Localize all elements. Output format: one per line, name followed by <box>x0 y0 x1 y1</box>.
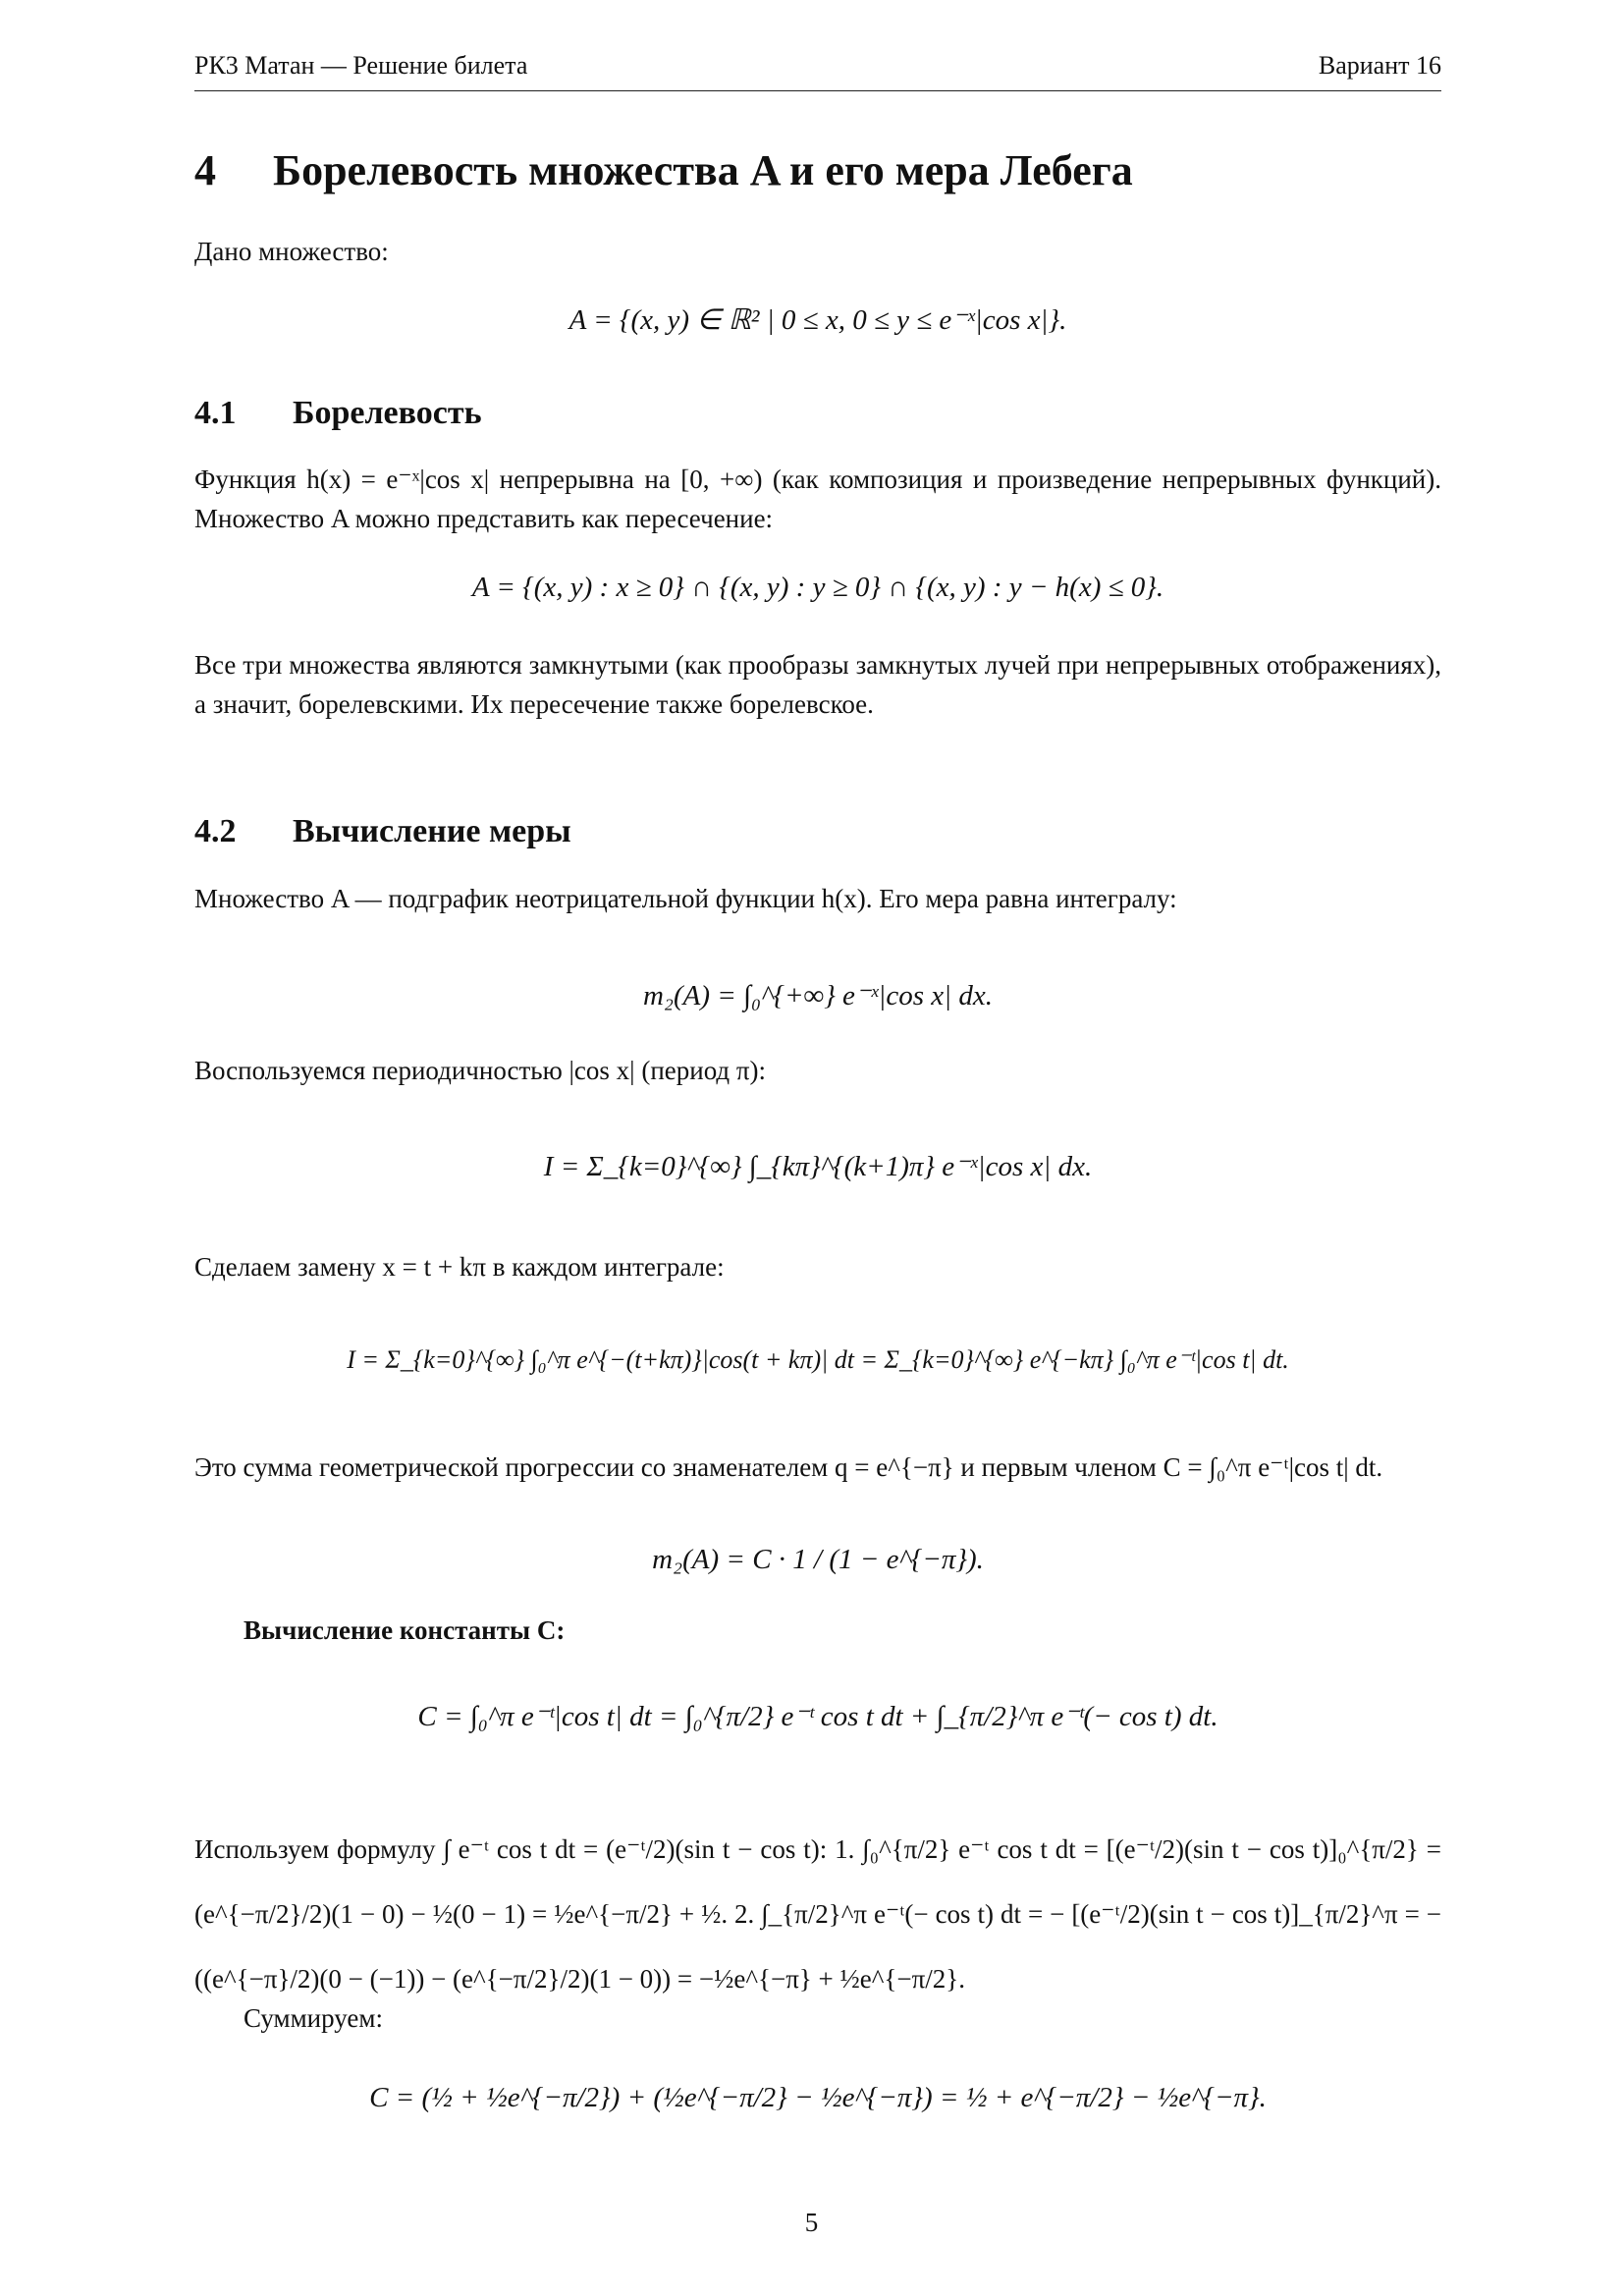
subsection-heading-2 <box>194 813 571 850</box>
formula-constant-split: C = ∫₀^π e⁻ᵗ|cos t| dt = ∫₀^{π/2} e⁻ᵗ cos t dt + ∫_{π/2}^π e⁻ᵗ(− cos t) dt. <box>417 1701 1218 1732</box>
header-rule <box>194 90 1441 91</box>
subsection-number: 4.1 <box>194 395 237 431</box>
subsection-number: 4.2 <box>194 813 237 849</box>
formula-measure-integral: m₂(A) = ∫₀^{+∞} e⁻ˣ|cos x| dx. <box>642 980 994 1011</box>
constant-heading: Вычисление константы C: <box>243 1615 566 1645</box>
page-number: 5 <box>804 2208 819 2237</box>
subsection-heading-1 <box>194 395 482 432</box>
paragraph: Сделаем замену x = t + kπ в каждом интеграле: <box>194 1252 725 1282</box>
paragraph: Множество A — подграфик неотрицательной функции h(x). Его мера равна интегралу: <box>194 884 1177 913</box>
formula-constant-result: C = (½ + ½e^{−π/2}) + (½e^{−π/2} − ½e^{−π}) = ½ + e^{−π/2} − ½e^{−π}. <box>369 2082 1267 2113</box>
paragraph: Воспользуемся периодичностью |cos x| (период π): <box>194 1056 767 1085</box>
section-number: 4 <box>194 146 216 194</box>
paragraph: Это сумма геометрической прогрессии со знаменателем q = e^{−π} и первым членом C = ∫₀^π e⁻ᵗ|cos t| dt. <box>194 1452 1383 1482</box>
intro-text: Дано множество: <box>194 237 389 266</box>
paragraph: Суммируем: <box>243 2003 383 2033</box>
formula-intersection: A = {(x, y) : x ≥ 0} ∩ {(x, y) : y ≥ 0} ∩ {(x, y) : y − h(x) ≤ 0}. <box>471 572 1164 603</box>
subsection-title: Вычисление меры <box>293 813 571 849</box>
formula-substitution: I = Σ_{k=0}^{∞} ∫₀^π e^{−(t+kπ)}|cos(t + kπ)| dt = Σ_{k=0}^{∞} e^{−kπ} ∫₀^π e⁻ᵗ|cos t| dt. <box>347 1345 1289 1374</box>
formula-measure-result: m₂(A) = C · 1 / (1 − e^{−π}). <box>652 1544 984 1575</box>
paragraph-computation: Используем формулу ∫ e⁻ᵗ cos t dt = (e⁻ᵗ/2)(sin t − cos t): 1. ∫₀^{π/2} e⁻ᵗ cos t dt = [(e⁻ᵗ/2)(sin t − cos t)]₀^{π/2} = (e^{−π/2}/2)(1 − 0) − ½(0 − 1) = ½e^{−π/2} + ½. 2. ∫_{π/2}^π e⁻ᵗ(− cos t) dt = − [(e⁻ᵗ/2)(sin t − cos t)]_{π/2}^π = − ((e^{−π}/2)(0 − (−1)) − (e^{−π/2}/2)(1 − 0)) = −½e^{−π} + ½e^{−π/2}. <box>194 1834 1441 1994</box>
formula-set-a: A = {(x, y) ∈ ℝ² | 0 ≤ x, 0 ≤ y ≤ e⁻ˣ|cos x|}. <box>568 304 1067 336</box>
header-left: РК3 Матан — Решение билета <box>194 51 528 80</box>
subsection-title: Борелевость <box>293 395 482 431</box>
section-heading <box>194 145 1133 195</box>
paragraph: Все три множества являются замкнутыми (как прообразы замкнутых лучей при непрерывных отображениях), а значит, борелевскими. Их пересечение также борелевское. <box>194 650 1441 719</box>
paragraph: Функция h(x) = e⁻ˣ|cos x| непрерывна на [0, +∞) (как композиция и произведение непрерывных функций). Множество A можно представить как пересечение: <box>194 465 1441 533</box>
formula-series: I = Σ_{k=0}^{∞} ∫_{kπ}^{(k+1)π} e⁻ˣ|cos x| dx. <box>543 1151 1093 1182</box>
header-right: Вариант 16 <box>1318 51 1441 80</box>
section-title: Борелевость множества A и его мера Лебега <box>273 146 1133 194</box>
